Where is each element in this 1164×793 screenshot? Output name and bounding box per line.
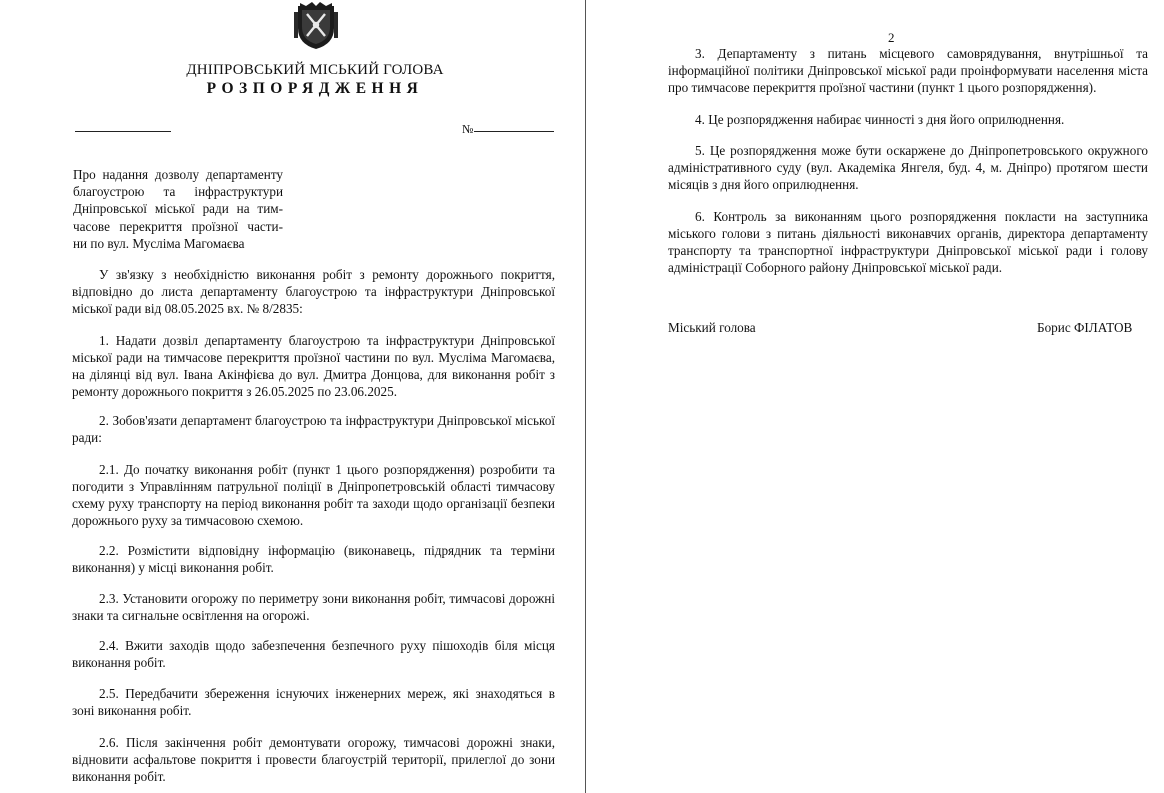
page-divider [585,0,586,793]
preamble-paragraph: У зв'язку з необхідністю виконання робіт з ремонту дорожнього покриття, відповідно до листа департаменту благоустрою та інфраструктури Дніпровської міської ради від 08.05.2025 вх. № 8/2835: [72,267,555,316]
order-item-2-2: 2.2. Розмістити відповідну інформацію (виконавець, підрядник та терміни виконання) у місці виконання робіт. [72,543,555,575]
number-label: № [462,122,474,136]
mayor-title: ДНІПРОВСЬКИЙ МІСЬКИЙ ГОЛОВА [186,62,444,78]
signature-name: Борис ФІЛАТОВ [1037,320,1133,335]
number-blank-line [474,121,554,132]
order-item-2-5: 2.5. Передбачити збереження існуючих інженерних мереж, які знаходяться в зоні виконання робіт. [72,686,555,718]
dnipro-coat-of-arms-icon [294,2,338,50]
order-item-2-1: 2.1. До початку виконання робіт (пункт 1 цього розпорядження) розробити та погодити з Управлінням патрульної поліції в Дніпропетровській області тимчасову схему руху транспорту на період виконання робіт та заходи щодо організації безпеки дорожнього руху за тимчасовою схемою. [72,462,555,528]
order-item-6: 6. Контроль за виконанням цього розпорядження покласти на заступника міського голови з питань діяльності виконавчих органів, директора департаменту транспорту та транспортної інфраструктури Дніпровської міської ради і голову адміністрації Соборного району Дніпровської міської ради. [668,209,1148,275]
document-type-heading: РОЗПОРЯДЖЕННЯ [206,80,424,97]
subject-line: благоустрою та інфраструктури [73,184,283,200]
order-item-2-4: 2.4. Вжити заходів щодо забезпечення безпечного руху пішоходів біля місця виконання робіт. [72,638,555,670]
subject-line: Дніпровської міської ради на тим- [73,201,283,217]
subject-block [73,166,283,252]
order-item-5: 5. Це розпорядження може бути оскаржене до Дніпропетровського окружного адміністративного суду (вул. Академіка Янгеля, буд. 4, м. Дніпро) протягом шести місяців з дня його оприлюднення. [668,143,1148,192]
subject-line: часове перекриття проїзної части- [73,218,283,234]
order-item-2-6: 2.6. Після закінчення робіт демонтувати огорожу, тимчасові дорожні знаки, відновити асфальтове покриття і провести благоустрій території, прилеглої до зони виконання робіт. [72,735,555,784]
order-item-3: 3. Департаменту з питань місцевого самоврядування, внутрішньої та інформаційної політики Дніпровської міської ради проінформувати населення міста про тимчасове перекриття проїзної частини (пункт 1 цього розпорядження). [668,46,1148,95]
order-item-4: 4. Це розпорядження набирає чинності з дня його оприлюднення. [695,112,1065,127]
subject-line: Про надання дозволу департаменту [73,167,283,182]
order-item-2-3: 2.3. Установити огорожу по периметру зони виконання робіт, тимчасові дорожні знаки та сигнальне освітлення на огорожі. [72,591,555,623]
order-item-2: 2. Зобов'язати департамент благоустрою та інфраструктури Дніпровської міської ради: [72,413,555,445]
page-number: 2 [888,30,895,45]
subject-line: ни по вул. Мусліма Магомаєва [73,235,245,251]
order-item-1: 1. Надати дозвіл департаменту благоустрою та інфраструктури Дніпровської міської ради на тимчасове перекриття проїзної частини по вул. Мусліма Магомаєва, на ділянці від вул. Івана Акінфієва до вул. Дмитра Донцова, для виконання робіт з ремонту дорожнього покриття з 26.05.2025 по 23.06.2025. [72,333,555,399]
date-blank-line [75,121,171,132]
signature-title: Міський голова [668,320,756,335]
